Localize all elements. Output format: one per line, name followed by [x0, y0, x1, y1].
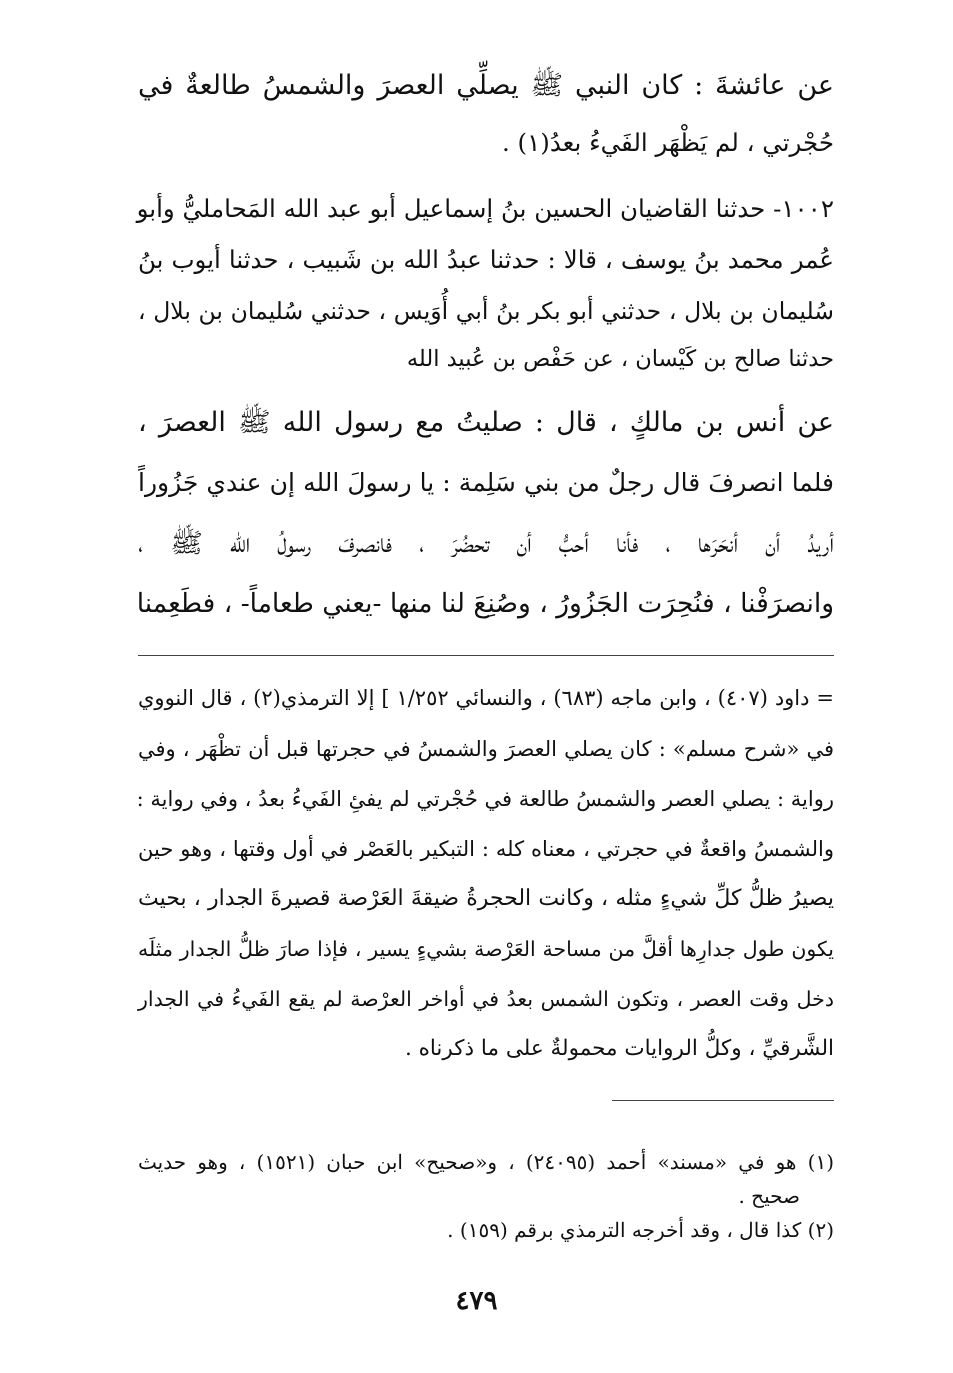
main-line: ١٠٠٢- حدثنا القاضيان الحسين بنُ إسماعيل أبو عبد الله المَحامليُّ وأبو: [136, 194, 834, 223]
commentary-line: = داود (٤٠٧) ، وابن ماجه (٦٨٣) ، والنسائي ١/٢٥٢ ] إلا الترمذي(٢) ، قال النووي: [138, 686, 834, 710]
commentary-line: في «شرح مسلم» : كان يصلي العصرَ والشمسُ في حجرتها قبل أن تظْهَر ، وفي: [138, 737, 834, 761]
main-line: عن أنس بن مالكٍ ، قال : صليتُ مع رسول الله ﷺ العصرَ ،: [138, 407, 834, 438]
commentary-line: والشمسُ واقعةٌ في حجرتي ، معناه كله : التبكير بالعَصْر في أول وقتها ، وهو حين: [138, 837, 834, 861]
footnote-line: (٢) كذا قال ، وقد أخرجه الترمذي برقم (١٥٩) .: [447, 1218, 834, 1242]
commentary-line: يكون طول جدارِها أقلَّ من مساحة العَرْصة بشيءٍ يسير ، فإذا صارَ ظلُّ الجدار مثلَه: [138, 937, 834, 961]
page-number: ٤٧٩: [455, 1286, 498, 1316]
main-line: أريدُ أن أنحَرَها ، فأنا أحبُّ أن تحضُرَ ، فانصرفَ رسولُ الله ﷺ ،: [138, 528, 834, 559]
main-line: وانصرَفْنا ، فنُحِرَت الجَزُورُ ، وصُنِعَ لنا منها -يعني طعاماً- ، فطَعِمنا: [136, 588, 834, 619]
main-line: سُليمان بن بلال ، حدثني أبو بكر بنُ أبي أُوَيس ، حدثني سُليمان بن بلال ،: [138, 297, 834, 325]
footnote-line: (١) هو في «مسند» أحمد (٢٤٠٩٥) ، و«صحيح» ابن حبان (١٥٢١) ، وهو حديث: [138, 1150, 835, 1174]
footnote-line: صحيح .: [738, 1184, 800, 1208]
commentary-line: رواية : يصلي العصر والشمسُ طالعة في حُجْرتي لم يفئِ الفَيءُ بعدُ ، وفي رواية :: [136, 787, 834, 811]
commentary-line: الشَّرقيِّ ، وكلُّ الروايات محمولةٌ على ما ذكرناه .: [404, 1036, 834, 1061]
main-line: عن عائشةَ : كان النبي ﷺ يصلِّي العصرَ والشمسُ طالعةٌ في: [138, 70, 834, 101]
commentary-line: يصيرُ ظلُّ كلِّ شيءٍ مثله ، وكانت الحجرةُ ضيقةَ العَرْصة قصيرةَ الجدار ، بحيث: [138, 886, 834, 911]
main-line: حدثنا صالح بن كَيْسان ، عن حَفْص بن عُبيد الله: [406, 346, 834, 372]
section-divider: [138, 655, 834, 656]
main-line: حُجْرتي ، لم يَظْهَر الفَيءُ بعدُ(١) .: [501, 128, 834, 157]
commentary-line: دخل وقت العصر ، وتكون الشمس بعدُ في أواخر العرْصة لم يقع الفَيءُ في الجدار: [138, 987, 834, 1011]
main-line: عُمر محمد بنُ يوسف ، قالا : حدثنا عبدُ الله بن شَبيب ، حدثنا أيوب بنُ: [138, 245, 834, 274]
footnote-divider: [612, 1100, 834, 1101]
main-line: فلما انصرفَ قال رجلٌ من بني سَلِمة : يا رسولَ الله إن عندي جَزُوراً: [138, 468, 834, 497]
